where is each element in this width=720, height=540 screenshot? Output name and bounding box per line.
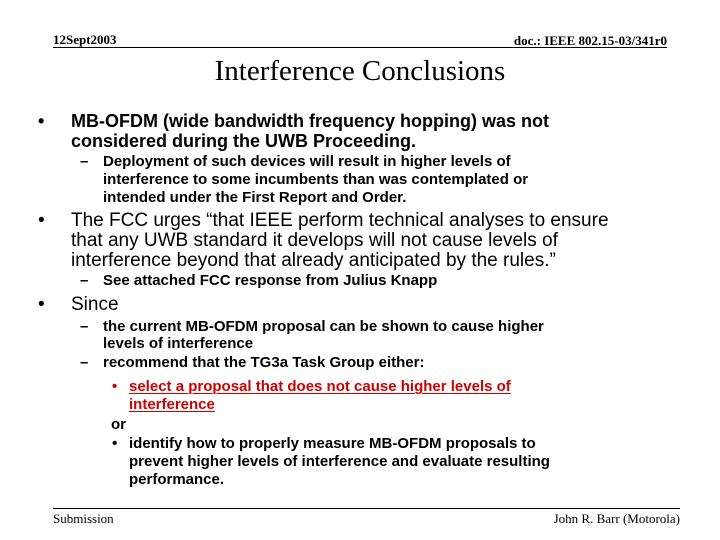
slide-title: Interference Conclusions <box>214 55 506 87</box>
bullet-text-line: interference beyond that already anticipated by the rules.” <box>71 250 556 271</box>
option-text-line: prevent higher levels of interference and evaluate resulting <box>129 453 550 470</box>
footer-submission: Submission <box>53 511 114 526</box>
option-text-line: identify how to properly measure MB-OFDM proposals to <box>129 435 536 452</box>
option-text-line: interference <box>129 396 215 413</box>
bullet-text-line: Since <box>71 294 119 315</box>
sub-bullet-text-line: recommend that the TG3a Task Group either: <box>103 354 425 371</box>
bullet-text-line: The FCC urges “that IEEE perform technical analyses to ensure <box>71 210 609 231</box>
bullet-text-line: that any UWB standard it develops will not cause levels of <box>71 230 558 251</box>
bullet-text-line: MB-OFDM (wide bandwidth frequency hopping) was not <box>71 111 549 131</box>
sub-bullet-text-line: levels of interference <box>103 335 254 352</box>
sub-bullet-text-line: Deployment of such devices will result in higher levels of <box>103 153 511 170</box>
sub-bullet-marker: – <box>80 318 89 335</box>
sub-bullet-text-line: See attached FCC response from Julius Knapp <box>103 272 438 289</box>
option-text-line: select a proposal that does not cause higher levels of <box>129 378 511 395</box>
option-bullet-marker: • <box>112 378 118 395</box>
or-connector: or <box>111 416 126 433</box>
option-bullet-marker: • <box>112 435 118 452</box>
footer-divider <box>53 508 680 509</box>
sub-bullet-text-line: intended under the First Report and Order. <box>103 189 407 206</box>
bullet-marker: • <box>38 111 45 131</box>
bullet-text-line: considered during the UWB Proceeding. <box>71 131 417 151</box>
sub-bullet-marker: – <box>80 354 89 371</box>
sub-bullet-marker: – <box>80 272 89 289</box>
option-text-line: performance. <box>129 471 225 488</box>
bullet-marker: • <box>38 294 45 315</box>
header-doc-id: doc.: IEEE 802.15-03/341r0 <box>513 33 667 48</box>
sub-bullet-marker: – <box>80 153 89 170</box>
bullet-marker: • <box>38 210 45 231</box>
sub-bullet-text-line: interference to some incumbents than was contemplated or <box>103 171 529 188</box>
footer-author: John R. Barr (Motorola) <box>553 511 680 526</box>
sub-bullet-text-line: the current MB-OFDM proposal can be shown to cause higher <box>103 318 544 335</box>
header-date: 12Sept2003 <box>53 32 117 47</box>
